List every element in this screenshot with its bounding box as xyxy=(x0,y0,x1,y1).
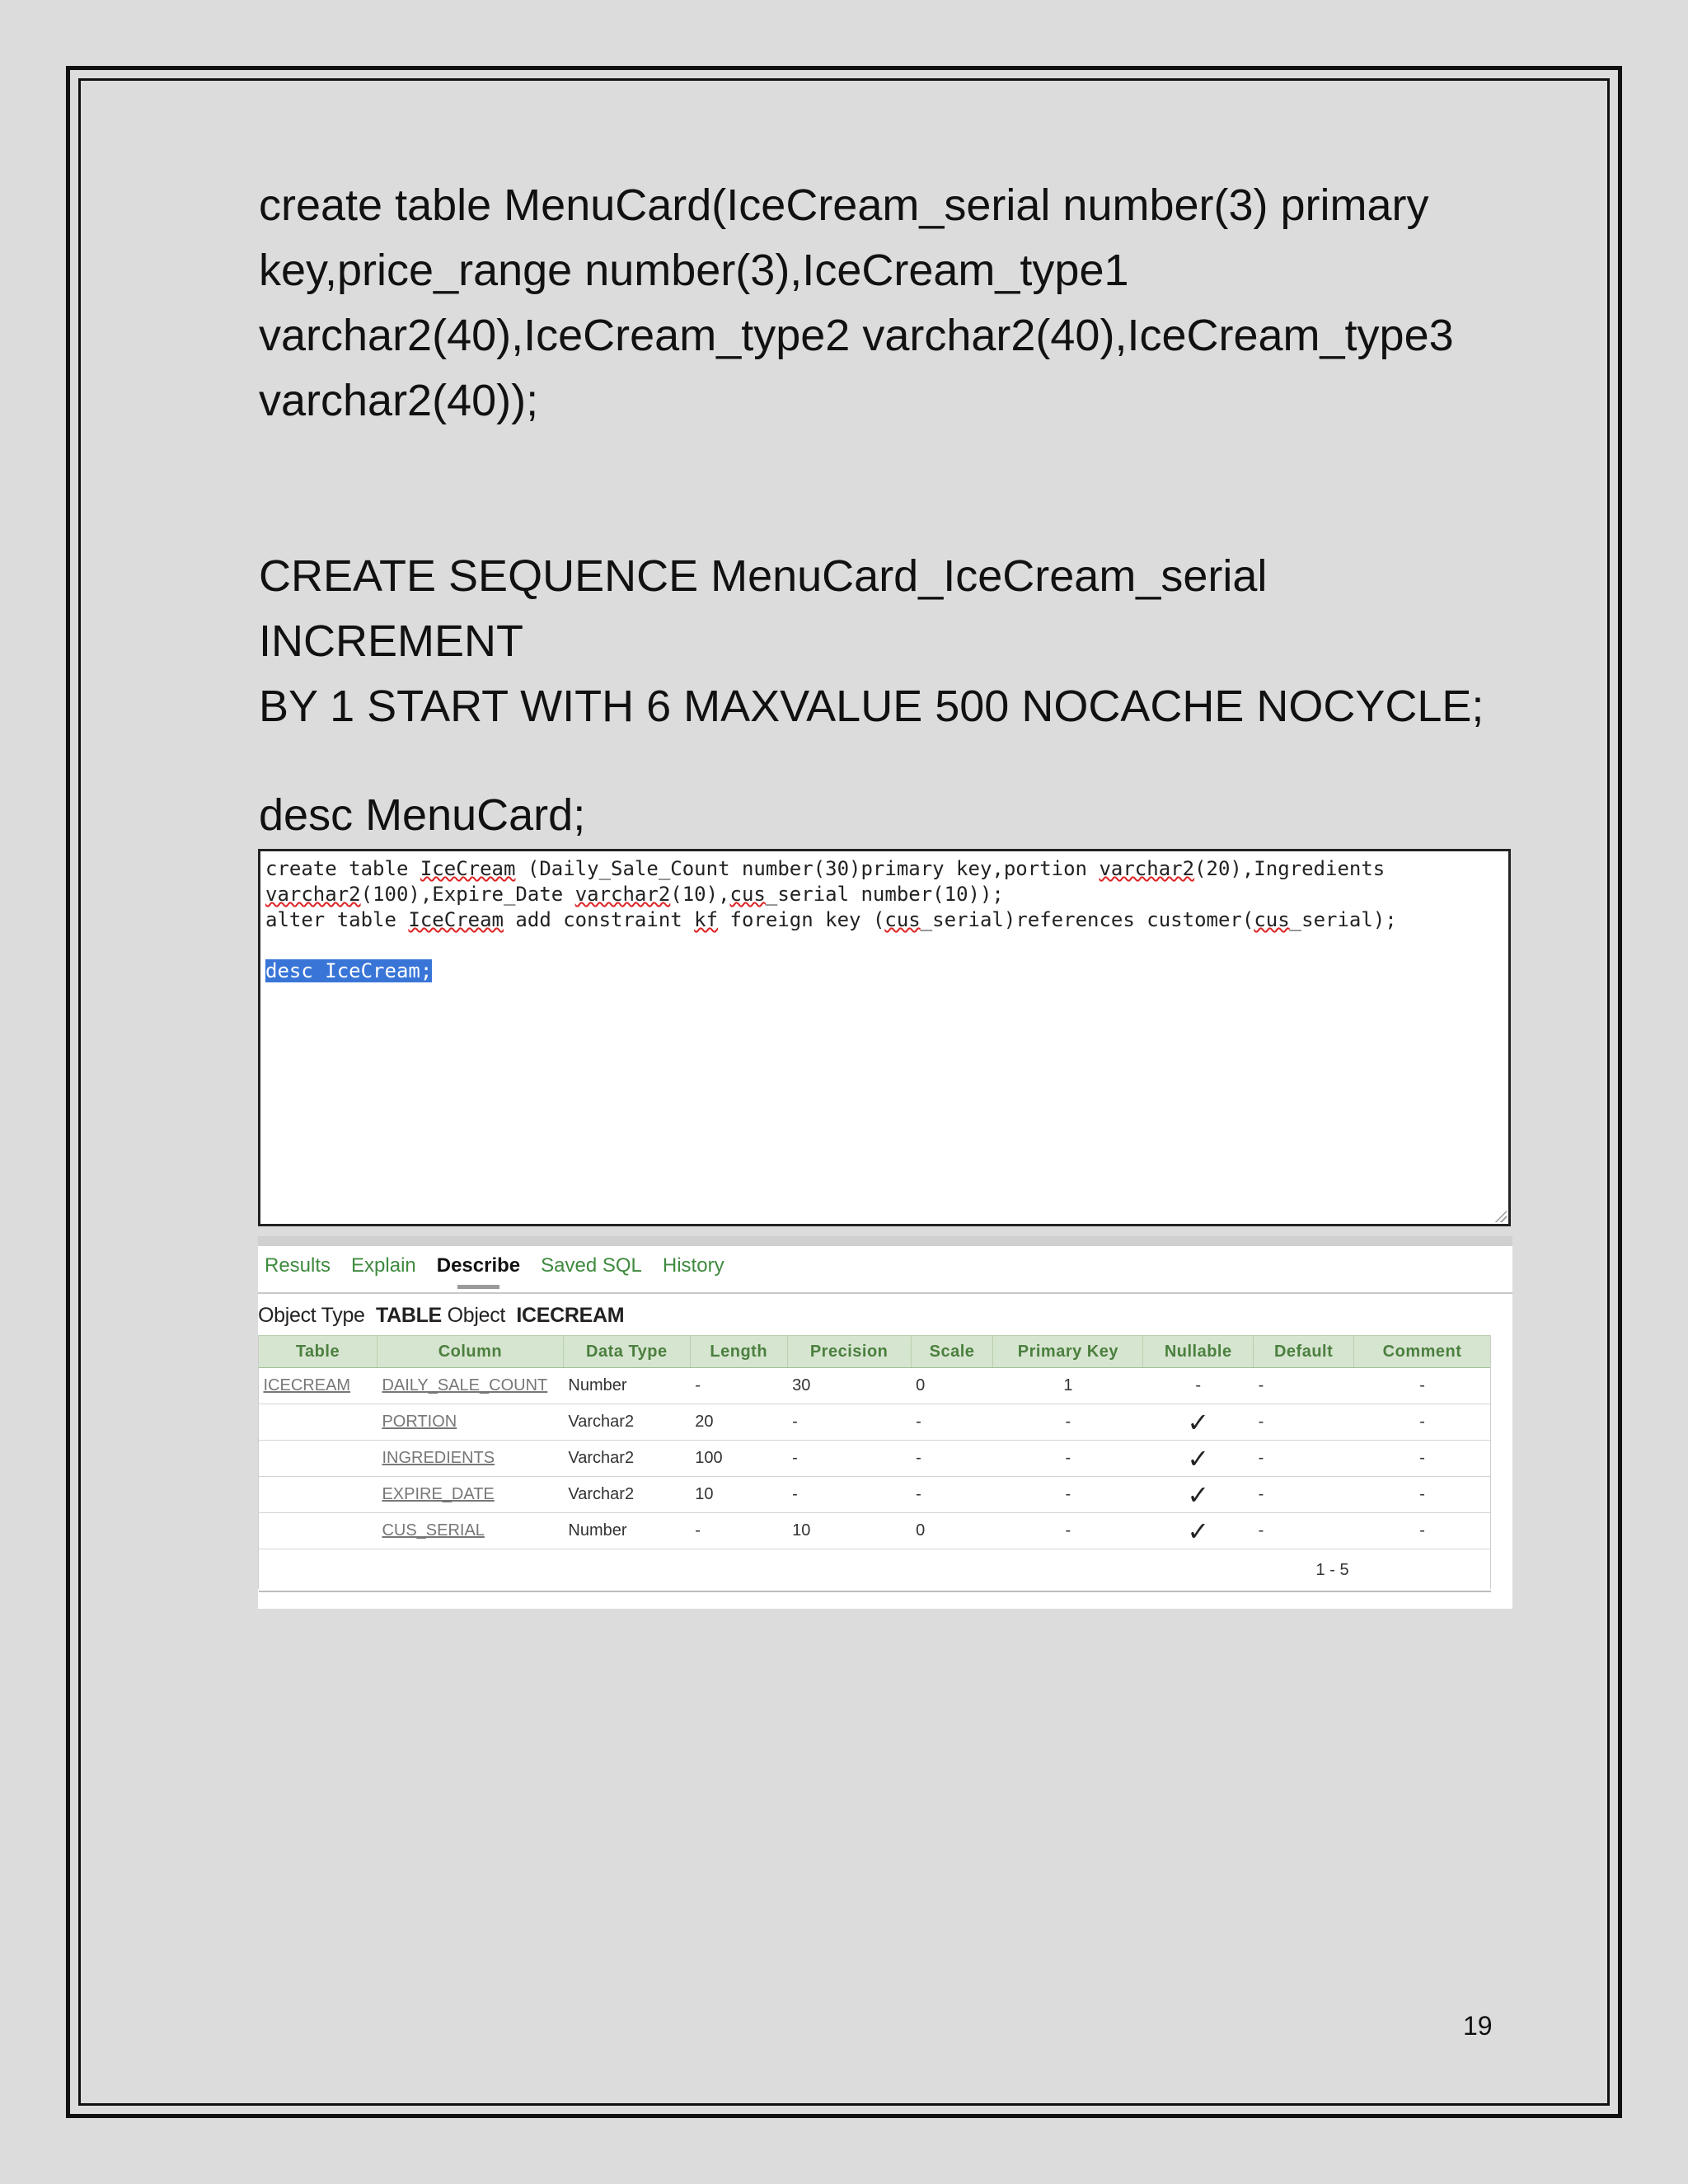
cell: - xyxy=(911,1404,993,1441)
cell xyxy=(259,1477,377,1513)
tab-explain[interactable]: Explain xyxy=(351,1254,416,1277)
cell: - xyxy=(993,1477,1143,1513)
tab-describe[interactable]: Describe xyxy=(436,1254,521,1277)
cell xyxy=(259,1513,377,1549)
cell: - xyxy=(1254,1368,1354,1404)
check-icon: ✓ xyxy=(1143,1513,1254,1549)
page-number: 19 xyxy=(1463,2011,1493,2041)
table-link[interactable]: ICECREAM xyxy=(259,1368,377,1404)
cell: - xyxy=(1354,1441,1491,1477)
cell: - xyxy=(1354,1404,1491,1441)
cell: - xyxy=(787,1477,911,1513)
table-row xyxy=(259,1477,1491,1513)
cell: - xyxy=(1254,1513,1354,1549)
cell: - xyxy=(993,1513,1143,1549)
table-header-row xyxy=(259,1336,1491,1368)
col-header[interactable]: Nullable xyxy=(1143,1336,1254,1368)
col-header[interactable]: Length xyxy=(690,1336,787,1368)
cell: - xyxy=(993,1404,1143,1441)
table-row xyxy=(259,1404,1491,1441)
cell: Number xyxy=(563,1513,690,1549)
table-row xyxy=(259,1441,1491,1477)
results-tabs xyxy=(265,1254,745,1277)
code-line-2: varchar2(100),Expire_Date varchar2(10),cus_serial number(10)); xyxy=(265,883,1004,906)
column-link[interactable]: INGREDIENTS xyxy=(377,1441,563,1477)
pagination-text: 1 - 5 xyxy=(259,1549,1354,1592)
cell: - xyxy=(911,1441,993,1477)
code-line-5 xyxy=(265,958,1503,984)
table-row xyxy=(259,1368,1491,1404)
col-header[interactable]: Primary Key xyxy=(993,1336,1143,1368)
cell: - xyxy=(690,1513,787,1549)
cell: Varchar2 xyxy=(563,1441,690,1477)
cell: - xyxy=(1354,1513,1491,1549)
col-header[interactable]: Precision xyxy=(787,1336,911,1368)
cell: 1 xyxy=(993,1368,1143,1404)
sql-editor[interactable] xyxy=(258,849,1511,1226)
resize-handle-icon[interactable] xyxy=(1493,1209,1507,1222)
pagination-row xyxy=(259,1549,1491,1592)
describe-table xyxy=(258,1335,1491,1592)
cell xyxy=(259,1404,377,1441)
check-icon: ✓ xyxy=(1143,1404,1254,1441)
cell: - xyxy=(993,1441,1143,1477)
cell: - xyxy=(911,1477,993,1513)
code-line-4 xyxy=(265,933,1503,958)
cell: - xyxy=(1143,1368,1254,1404)
code-line-3: alter table IceCream add constraint kf foreign key (cus_serial)references customer(cus_serial); xyxy=(265,908,1397,931)
tabs-divider xyxy=(258,1292,1512,1294)
cell: 0 xyxy=(911,1513,993,1549)
check-icon: ✓ xyxy=(1143,1477,1254,1513)
cell: Varchar2 xyxy=(563,1404,690,1441)
cell: - xyxy=(1254,1404,1354,1441)
cell: 20 xyxy=(690,1404,787,1441)
table-row xyxy=(259,1513,1491,1549)
cell: - xyxy=(1254,1477,1354,1513)
col-header[interactable]: Data Type xyxy=(563,1336,690,1368)
selected-text: desc IceCream; xyxy=(265,959,433,982)
col-header[interactable]: Default xyxy=(1254,1336,1354,1368)
column-link[interactable]: CUS_SERIAL xyxy=(377,1513,563,1549)
cell xyxy=(259,1441,377,1477)
cell: - xyxy=(690,1368,787,1404)
col-header[interactable]: Scale xyxy=(911,1336,993,1368)
cell xyxy=(1354,1549,1491,1592)
cell: Number xyxy=(563,1368,690,1404)
cell: - xyxy=(787,1404,911,1441)
column-link[interactable]: PORTION xyxy=(377,1404,563,1441)
tab-saved-sql[interactable]: Saved SQL xyxy=(541,1254,642,1277)
column-link[interactable]: DAILY_SALE_COUNT xyxy=(377,1368,563,1404)
cell: - xyxy=(1354,1368,1491,1404)
cell: - xyxy=(1354,1477,1491,1513)
create-sequence-statement: CREATE SEQUENCE MenuCard_IceCream_serial INCREMENT BY 1 START WITH 6 MAXVALUE 500 NOCACHE NOCYCLE; xyxy=(259,551,1484,731)
cell: - xyxy=(787,1441,911,1477)
cell: - xyxy=(1254,1441,1354,1477)
check-icon: ✓ xyxy=(1143,1441,1254,1477)
code-line-1: create table IceCream (Daily_Sale_Count number(30)primary key,portion varchar2(20),Ingredients xyxy=(265,857,1386,880)
panel-divider xyxy=(258,1236,1512,1246)
column-link[interactable]: EXPIRE_DATE xyxy=(377,1477,563,1513)
cell: Varchar2 xyxy=(563,1477,690,1513)
cell: 10 xyxy=(787,1513,911,1549)
cell: 100 xyxy=(690,1441,787,1477)
create-table-statement: create table MenuCard(IceCream_serial number(3) primary key,price_range number(3),IceCream_type1 varchar2(40),IceCream_type2 varchar2(40),IceCream_type3 varchar2(40)); xyxy=(259,180,1454,425)
cell: 0 xyxy=(911,1368,993,1404)
cell: 30 xyxy=(787,1368,911,1404)
desc-statement: desc MenuCard; xyxy=(259,790,586,840)
object-info: Object Type TABLE Object ICECREAM xyxy=(258,1304,625,1327)
tab-results[interactable]: Results xyxy=(265,1254,331,1277)
tab-history[interactable]: History xyxy=(662,1254,724,1277)
results-panel xyxy=(258,1236,1512,1609)
col-header[interactable]: Column xyxy=(377,1336,563,1368)
cell: 10 xyxy=(690,1477,787,1513)
col-header[interactable]: Table xyxy=(259,1336,377,1368)
col-header[interactable]: Comment xyxy=(1354,1336,1491,1368)
